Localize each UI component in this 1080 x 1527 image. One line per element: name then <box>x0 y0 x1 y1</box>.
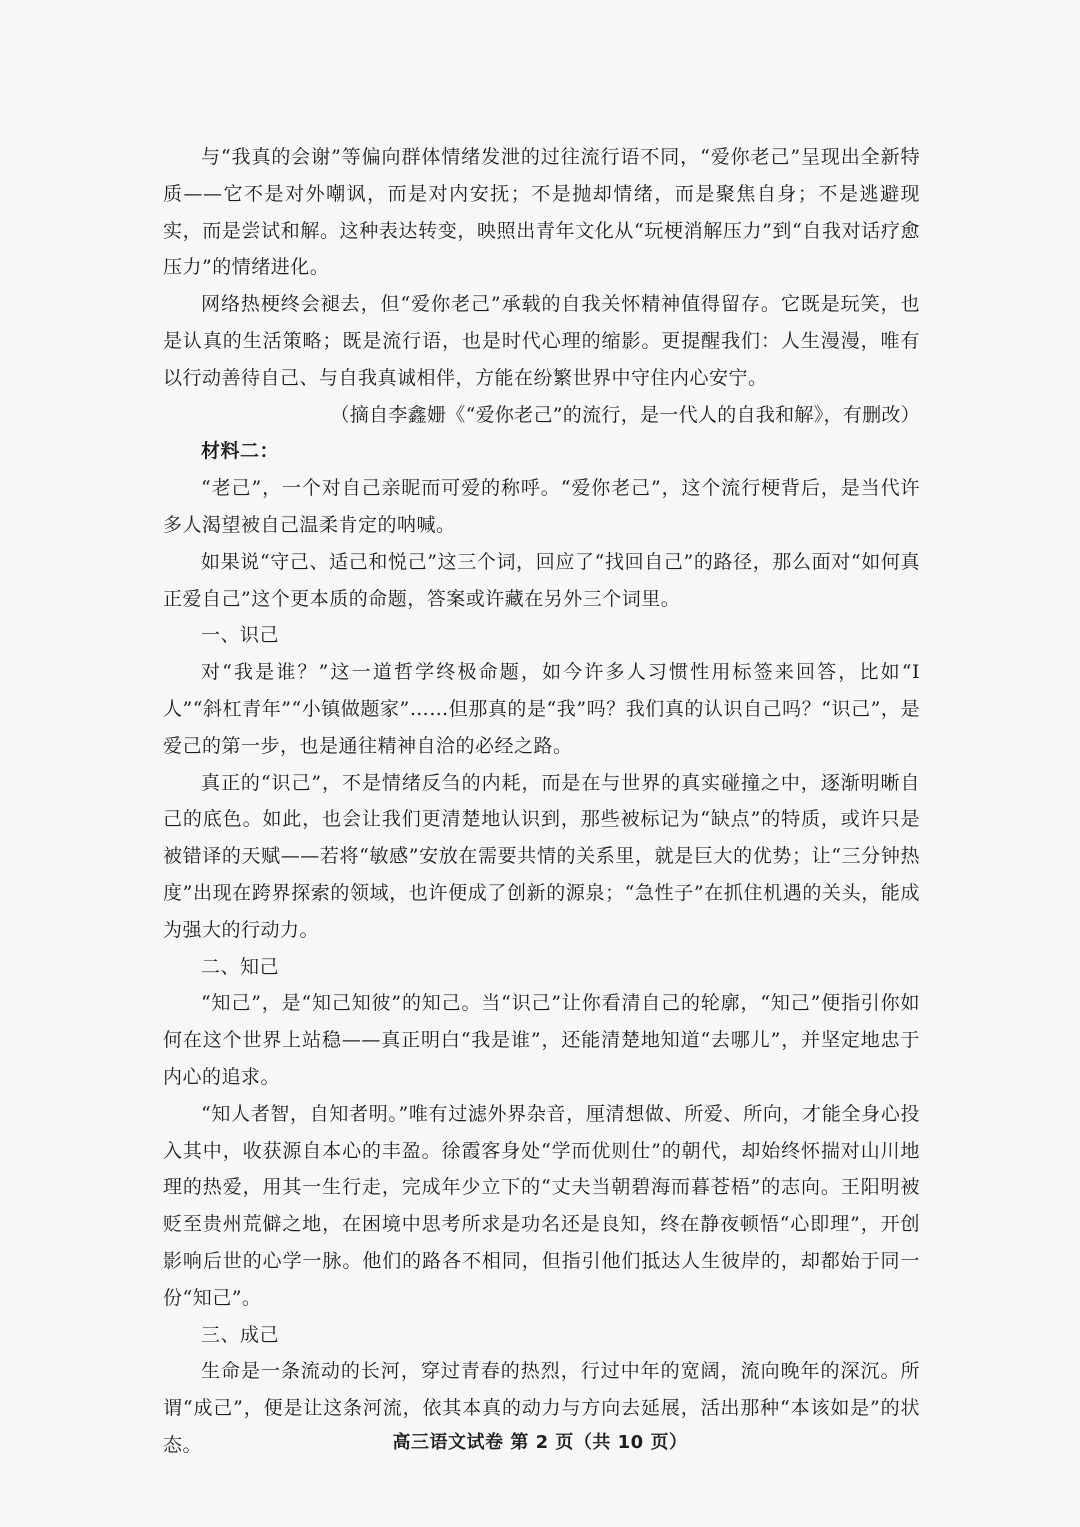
section-heading-zhiji: 二、知己 <box>201 955 280 978</box>
page-content <box>163 139 920 1464</box>
material-one-source: （摘自李鑫姗《“爱你老己”的流行，是一代人的自我和解》，有删改） <box>330 403 920 426</box>
section-shiji-paragraph-1: 对“我是谁？”这一道哲学终极命题，如今许多人习惯性用标签来回答，比如“I人”“斜杠青年”“小镇做题家”……但那真的是“我”吗？我们真的认识自己吗？“识己”，是爱己的第一步，也是通往精神自洽的必经之路。 <box>163 661 920 757</box>
section-zhiji-paragraph-1: “知己”，是“知己知彼”的知己。当“识己”让你看清自己的轮廓，“知己”便指引你如何在这个世界上站稳——真正明白“我是谁”，还能清楚地知道“去哪儿”，并坚定地忠于内心的追求。 <box>163 992 920 1088</box>
section-shiji-paragraph-2: 真正的“识己”，不是情绪反刍的内耗，而是在与世界的真实碰撞之中，逐渐明晰自己的底色。如此，也会让我们更清楚地认识到，那些被标记为“缺点”的特质，或许只是被错译的天赋——若将“敏感”安放在需要共情的关系里，就是巨大的优势；让“三分钟热度”出现在跨界探索的领域，也许便成了创新的源泉；“急性子”在抓住机遇的关头，能成为强大的行动力。 <box>163 771 920 941</box>
material-one-paragraph-1: 与“我真的会谢”等偏向群体情绪发泄的过往流行语不同，“爱你老己”呈现出全新特质——它不是对外嘲讽，而是对内安抚；不是抛却情绪，而是聚焦自身；不是逃避现实，而是尝试和解。这种表达转变，映照出青年文化从“玩梗消解压力”到“自我对话疗愈压力”的情绪进化。 <box>163 146 920 279</box>
material-two-intro-1: “老己”，一个对自己亲昵而可爱的称呼。“爱你老己”，这个流行梗背后，是当代许多人渴望被自己温柔肯定的呐喊。 <box>163 477 920 536</box>
section-zhiji-paragraph-2: “知人者智，自知者明。”唯有过滤外界杂音，厘清想做、所爱、所向，才能全身心投入其中，收获源自本心的丰盈。徐霞客身处“学而优则仕”的朝代，却始终怀揣对山川地理的热爱，用其一生行走，完成年少立下的“丈夫当朝碧海而暮苍梧”的志向。王阳明被贬至贵州荒僻之地，在困境中思考所求是功名还是良知，终在静夜顿悟“心即理”，开创影响后世的心学一脉。他们的路各不相同，但指引他们抵达人生彼岸的，却都始于同一份“知己”。 <box>163 1102 920 1309</box>
page-footer: 高三语文试卷 第 2 页（共 10 页） <box>392 1432 688 1453</box>
material-two-intro-2: 如果说“守己、适己和悦己”这三个词，回应了“找回自己”的路径，那么面对“如何真正爱自己”这个更本质的命题，答案或许藏在另外三个词里。 <box>163 550 920 610</box>
material-one-paragraph-2: 网络热梗终会褪去，但“爱你老己”承载的自我关怀精神值得留存。它既是玩笑，也是认真的生活策略；既是流行语，也是时代心理的缩影。更提醒我们：人生漫漫，唯有以行动善待自己、与自我真诚相伴，方能在纷繁世界中守住内心安宁。 <box>163 293 920 389</box>
material-two-title: 材料二： <box>201 440 280 463</box>
section-heading-shiji: 一、识己 <box>201 624 280 647</box>
section-heading-chengji: 三、成己 <box>201 1323 280 1346</box>
section-chengji-paragraph-1: 生命是一条流动的长河，穿过青春的热烈，行过中年的宽阔，流向晚年的深沉。所谓“成己”，便是让这条河流，依其本真的动力与方向去延展，活出那种“本该如是”的状态。 <box>163 1360 920 1456</box>
